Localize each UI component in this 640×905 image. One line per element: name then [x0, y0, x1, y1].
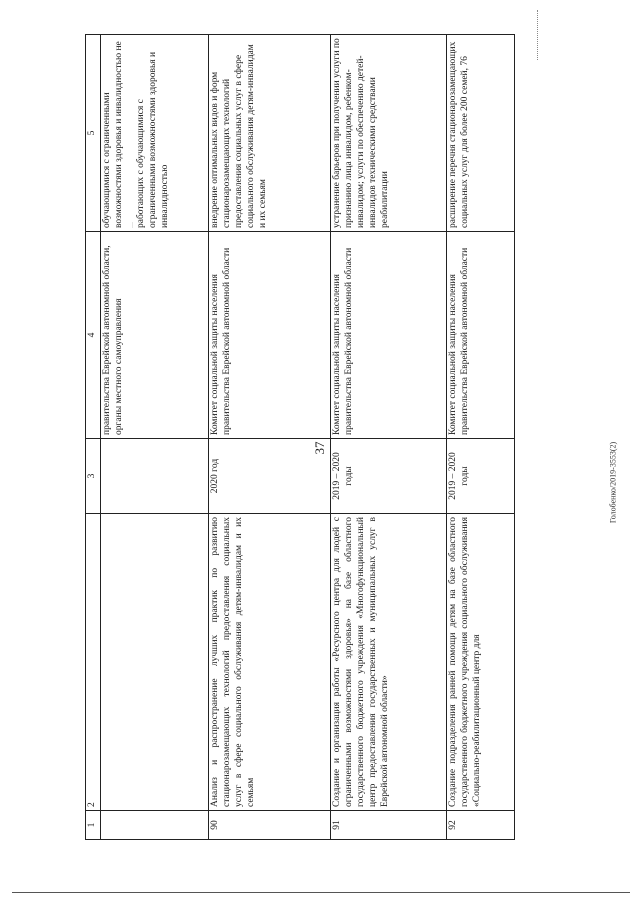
cell-event — [101, 514, 209, 811]
page-number: 37 — [312, 441, 327, 455]
cell-num — [101, 811, 209, 840]
header-col-1: 1 — [86, 811, 101, 840]
page-fold-mark — [537, 10, 538, 60]
cell-result-text: обучающимися с ограниченными возможностями здоровья и инвалидностью не — [102, 41, 124, 228]
header-col-3: 3 — [86, 439, 101, 514]
row-executor: Комитет социальной защиты населения правительства Еврейской автономной области — [447, 232, 515, 439]
row-period: 2019 – 2020 годы — [447, 439, 515, 514]
row-result: устранение барьеров при получении услуги по признанию лица инвалидом, ребенком-инвалидом; услуги по обеспечению детей-инвалидов техническими средствами реабилитации — [331, 35, 447, 232]
cell-result — [101, 35, 209, 232]
row-result: расширение перечня стационарозамещающих социальных услуг для более 200 семей, 76 — [447, 35, 515, 232]
row-number: 91 — [331, 811, 447, 840]
header-col-2: 2 — [86, 514, 101, 811]
header-col-5: 5 — [86, 35, 101, 232]
header-col-4: 4 — [86, 232, 101, 439]
row-event: Создание и организация работы «Ресурсного центра для людей с ограниченными возможностями здоровья» на базе областного государственного бюджетного учреждения «Многофункциональный центр предоставления государственных и муниципальных услуг в Еврейской автономной области» — [331, 514, 447, 811]
row-event: Создание подразделения ранней помощи детям на базе областного государственного бюджетного учреждения социального обслуживания «Социально-реабилитационный центр для — [447, 514, 515, 811]
cell-executor: правительства Еврейской автономной области, органы местного самоуправления — [101, 232, 209, 439]
cell-period — [101, 439, 209, 514]
bottom-rule — [12, 892, 630, 893]
row-result: внедрение оптимальных видов и форм стационарозамещающих технологий предоставления социальных услуг в сфере социального обслуживания детям-инвалидам и их семьям — [209, 35, 331, 232]
cell-result-cont: работающих с обучающимися с ограниченными возможностями здоровья и инвалидностью — [135, 51, 170, 228]
row-number: 90 — [209, 811, 331, 840]
row-executor: Комитет социальной защиты населения правительства Еврейской автономной области — [209, 232, 331, 439]
row-number: 92 — [447, 811, 515, 840]
table-row — [331, 35, 447, 840]
footer-code: Голобенко/2019-3553(2) — [608, 441, 618, 524]
table-row-continuation — [101, 35, 209, 840]
measures-table-rotated — [85, 38, 515, 840]
row-period: 2019 – 2020 годы — [331, 439, 447, 514]
table-row — [209, 35, 331, 840]
row-executor: Комитет социальной защиты населения правительства Еврейской автономной области — [331, 232, 447, 439]
row-event: Анализ и распространение лучших практик по развитию стационарозамещающих технологий предоставления социальных услуг в сфере социального обслуживания детям-инвалидам и их семьям — [209, 514, 331, 811]
row-period: 2020 год — [209, 439, 331, 514]
cell-result-faint: ... — [125, 222, 135, 228]
table-row — [447, 35, 515, 840]
measures-table — [85, 34, 515, 840]
table-header-row — [86, 35, 101, 840]
